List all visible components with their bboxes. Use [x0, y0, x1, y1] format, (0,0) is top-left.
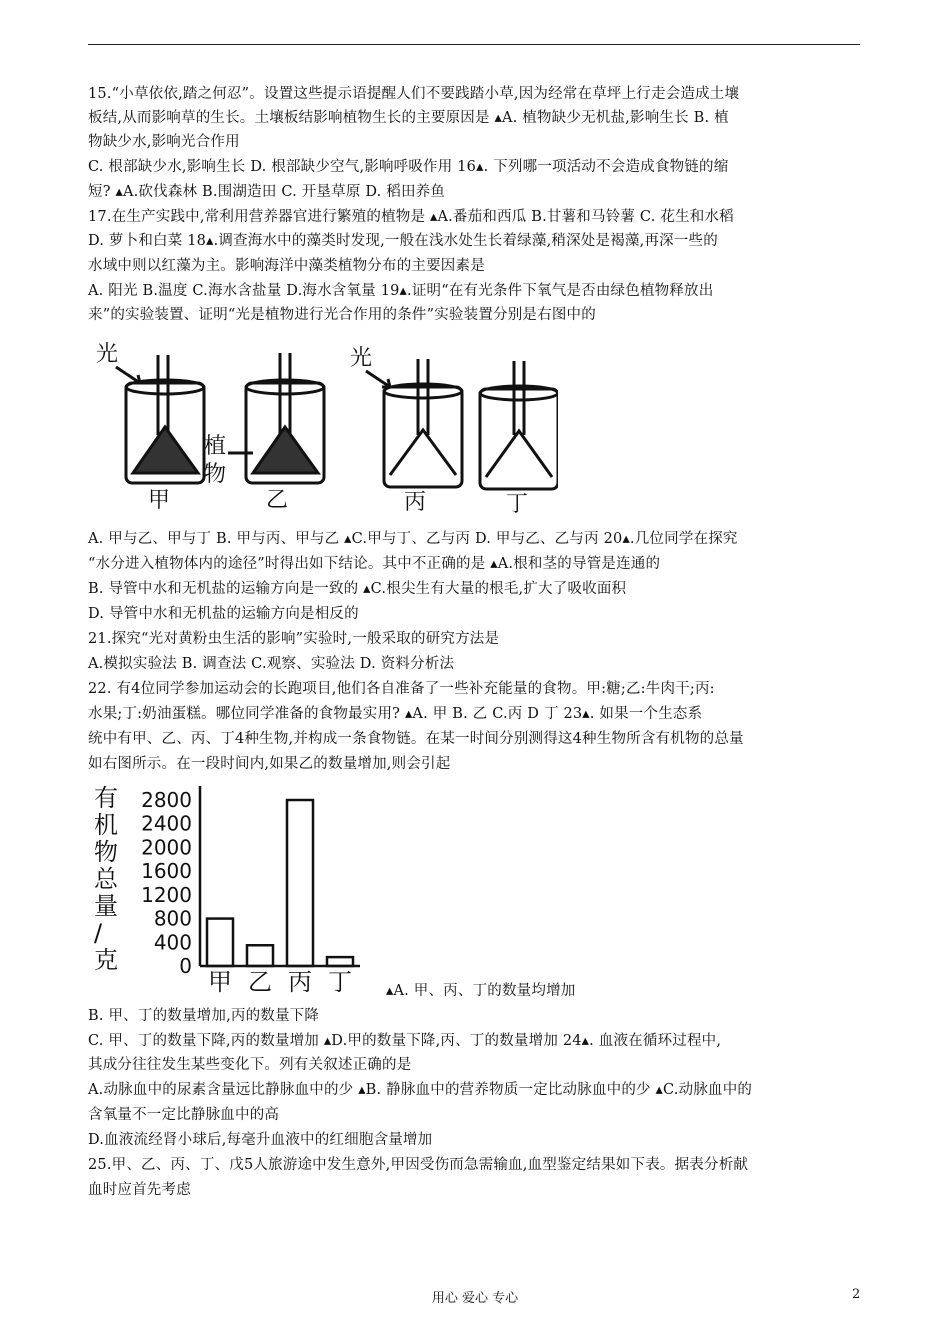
y-tick-label: 1200 — [141, 882, 192, 907]
plant-label-1: 植 — [204, 434, 227, 459]
text-line: 物缺少水,影响光合作用 — [88, 134, 240, 150]
text-line: 统中有甲、乙、丙、丁4种生物,并构成一条食物链。在某一时间分别测得这4种生物所含有机物的总量 — [88, 731, 744, 747]
bar — [247, 945, 273, 966]
text-line: B. 甲、丁的数量增加,丙的数量下降 — [88, 1008, 320, 1024]
text-line: 水果;丁:奶油蛋糕。哪位同学准备的食物最实用? ▴A. 甲 B. 乙 C.丙 D 丁 23▴. 如果一个生态系 — [88, 706, 703, 722]
text-line: B. 导管中水和无机盐的运输方向是一致的 ▴C.根尖生有大量的根毛,扩大了吸收面积 — [88, 581, 627, 597]
text-line: 15.“小草依依,踏之何忍”。设置这些提示语提醒人们不要践踏小草,因为经常在草坪上行走会造成土壤 — [88, 86, 740, 102]
text-line: 21.探究“光对黄粉虫生活的影响”实验时,一般采取的研究方法是 — [88, 631, 500, 647]
header-rule — [88, 44, 860, 45]
y-axis-label-char: 机 — [94, 811, 118, 839]
page-footer: 用心 爱心 专心 — [431, 1291, 519, 1306]
text-line: C. 甲、丁的数量下降,丙的数量增加 ▴D.甲的数量下降,丙、丁的数量增加 24▴. 血液在循环过程中, — [88, 1033, 722, 1049]
y-tick-label: 2800 — [141, 788, 192, 812]
text-line: 含氧量不一定比静脉血中的高 — [88, 1107, 280, 1123]
text-line: 17.在生产实践中,常利用营养器官进行繁殖的植物是 ▴A.番茄和西瓜 B.甘薯和马铃薯 C. 花生和水稻 — [88, 209, 734, 225]
plant-label-2: 物 — [204, 462, 227, 487]
text-line: 来”的实验装置、证明“光是植物进行光合作用的条件”实验装置分别是右图中的 — [88, 307, 596, 323]
x-category-label: 丁 — [328, 968, 352, 995]
text-line: 短? ▴A.砍伐森林 B.围湖造田 C. 开垦草原 D. 稻田养鱼 — [88, 184, 446, 200]
text-line: 血时应首先考虑 — [88, 1182, 191, 1198]
experiment-jars-figure — [88, 335, 558, 515]
text-line: 其成分往往发生某些变化下。列有关叙述正确的是 — [88, 1057, 412, 1073]
text-line: 板结,从而影响草的生长。土壤板结影响植物生长的主要原因是 ▴A. 植物缺少无机盐,影响生长 B. 植 — [88, 110, 729, 126]
y-axis-label-char: 克 — [94, 946, 118, 974]
x-category-label: 乙 — [248, 968, 272, 995]
text-line: D. 导管中水和无机盐的运输方向是相反的 — [88, 606, 359, 622]
y-tick-label: 2400 — [141, 811, 192, 836]
text-line: 如右图所示。在一段时间内,如果乙的数量增加,则会引起 — [88, 756, 451, 772]
x-category-label: 丙 — [288, 968, 312, 995]
text-line: 25.甲、乙、丙、丁、戊5人旅游途中发生意外,甲因受伤而急需输血,血型鉴定结果如下表。据表分析献 — [88, 1157, 749, 1173]
light-label-1: 光 — [96, 342, 119, 367]
text-line: 22. 有4位同学参加运动会的长跑项目,他们各自准备了一些补充能量的食物。甲:糖;乙:牛肉干;丙: — [88, 681, 715, 697]
light-label-2: 光 — [350, 346, 373, 371]
x-category-label: 甲 — [208, 968, 232, 995]
y-tick-label: 1600 — [141, 859, 192, 884]
jar-label-bing: 丙 — [404, 490, 427, 515]
y-tick-label: 0 — [179, 954, 192, 978]
bar — [327, 957, 353, 966]
text-line: A.动脉血中的尿素含量远比静脉血中的少 ▴B. 静脉血中的营养物质一定比动脉血中的少 ▴C.动脉血中的 — [88, 1082, 753, 1098]
organic-matter-bar-chart — [88, 780, 378, 995]
jar-label-ding: 丁 — [506, 492, 529, 515]
y-axis-label-char: 物 — [94, 838, 118, 866]
text-line: D. 萝卜和白菜 18▴.调查海水中的藻类时发现,一般在浅水处生长着绿藻,稍深处是褐藻,再深一些的 — [88, 233, 718, 249]
jar-label-jia: 甲 — [148, 488, 171, 513]
y-tick-label: 400 — [153, 930, 192, 955]
y-axis-label-char: / — [94, 919, 103, 947]
text-line: A. 甲与乙、甲与丁 B. 甲与丙、甲与乙 ▴C.甲与丁、乙与丙 D. 甲与乙、乙与丙 20▴.几位同学在探究 — [88, 531, 738, 547]
bar — [207, 919, 233, 966]
text-line: “水分进入植物体内的途径”时得出如下结论。其中不正确的是 ▴A.根和茎的导管是连通的 — [88, 556, 661, 572]
y-tick-label: 2000 — [141, 835, 192, 860]
y-axis-label-char: 量 — [94, 892, 118, 920]
text-line: A. 阳光 B.温度 C.海水含盐量 D.海水含氧量 19▴.证明“在有光条件下氧气是否由绿色植物释放出 — [88, 283, 714, 299]
text-line: 水域中则以红藻为主。影响海洋中藻类植物分布的主要因素是 — [88, 258, 485, 274]
text-line: D.血液流经肾小球后,每毫升血液中的红细胞含量增加 — [88, 1132, 433, 1148]
text-line: ▴A. 甲、丙、丁的数量均增加 — [386, 983, 576, 999]
y-axis-label-char: 有 — [94, 784, 118, 812]
text-line: C. 根部缺少水,影响生长 D. 根部缺少空气,影响呼吸作用 16▴. 下列哪一项活动不会造成食物链的缩 — [88, 159, 729, 175]
page-number: 2 — [852, 1287, 861, 1302]
y-axis-label-char: 总 — [94, 865, 118, 893]
jar-label-yi: 乙 — [266, 488, 289, 513]
text-line: A.模拟实验法 B. 调查法 C.观察、实验法 D. 资料分析法 — [88, 656, 455, 672]
bar — [287, 800, 313, 966]
y-tick-label: 800 — [153, 906, 192, 931]
